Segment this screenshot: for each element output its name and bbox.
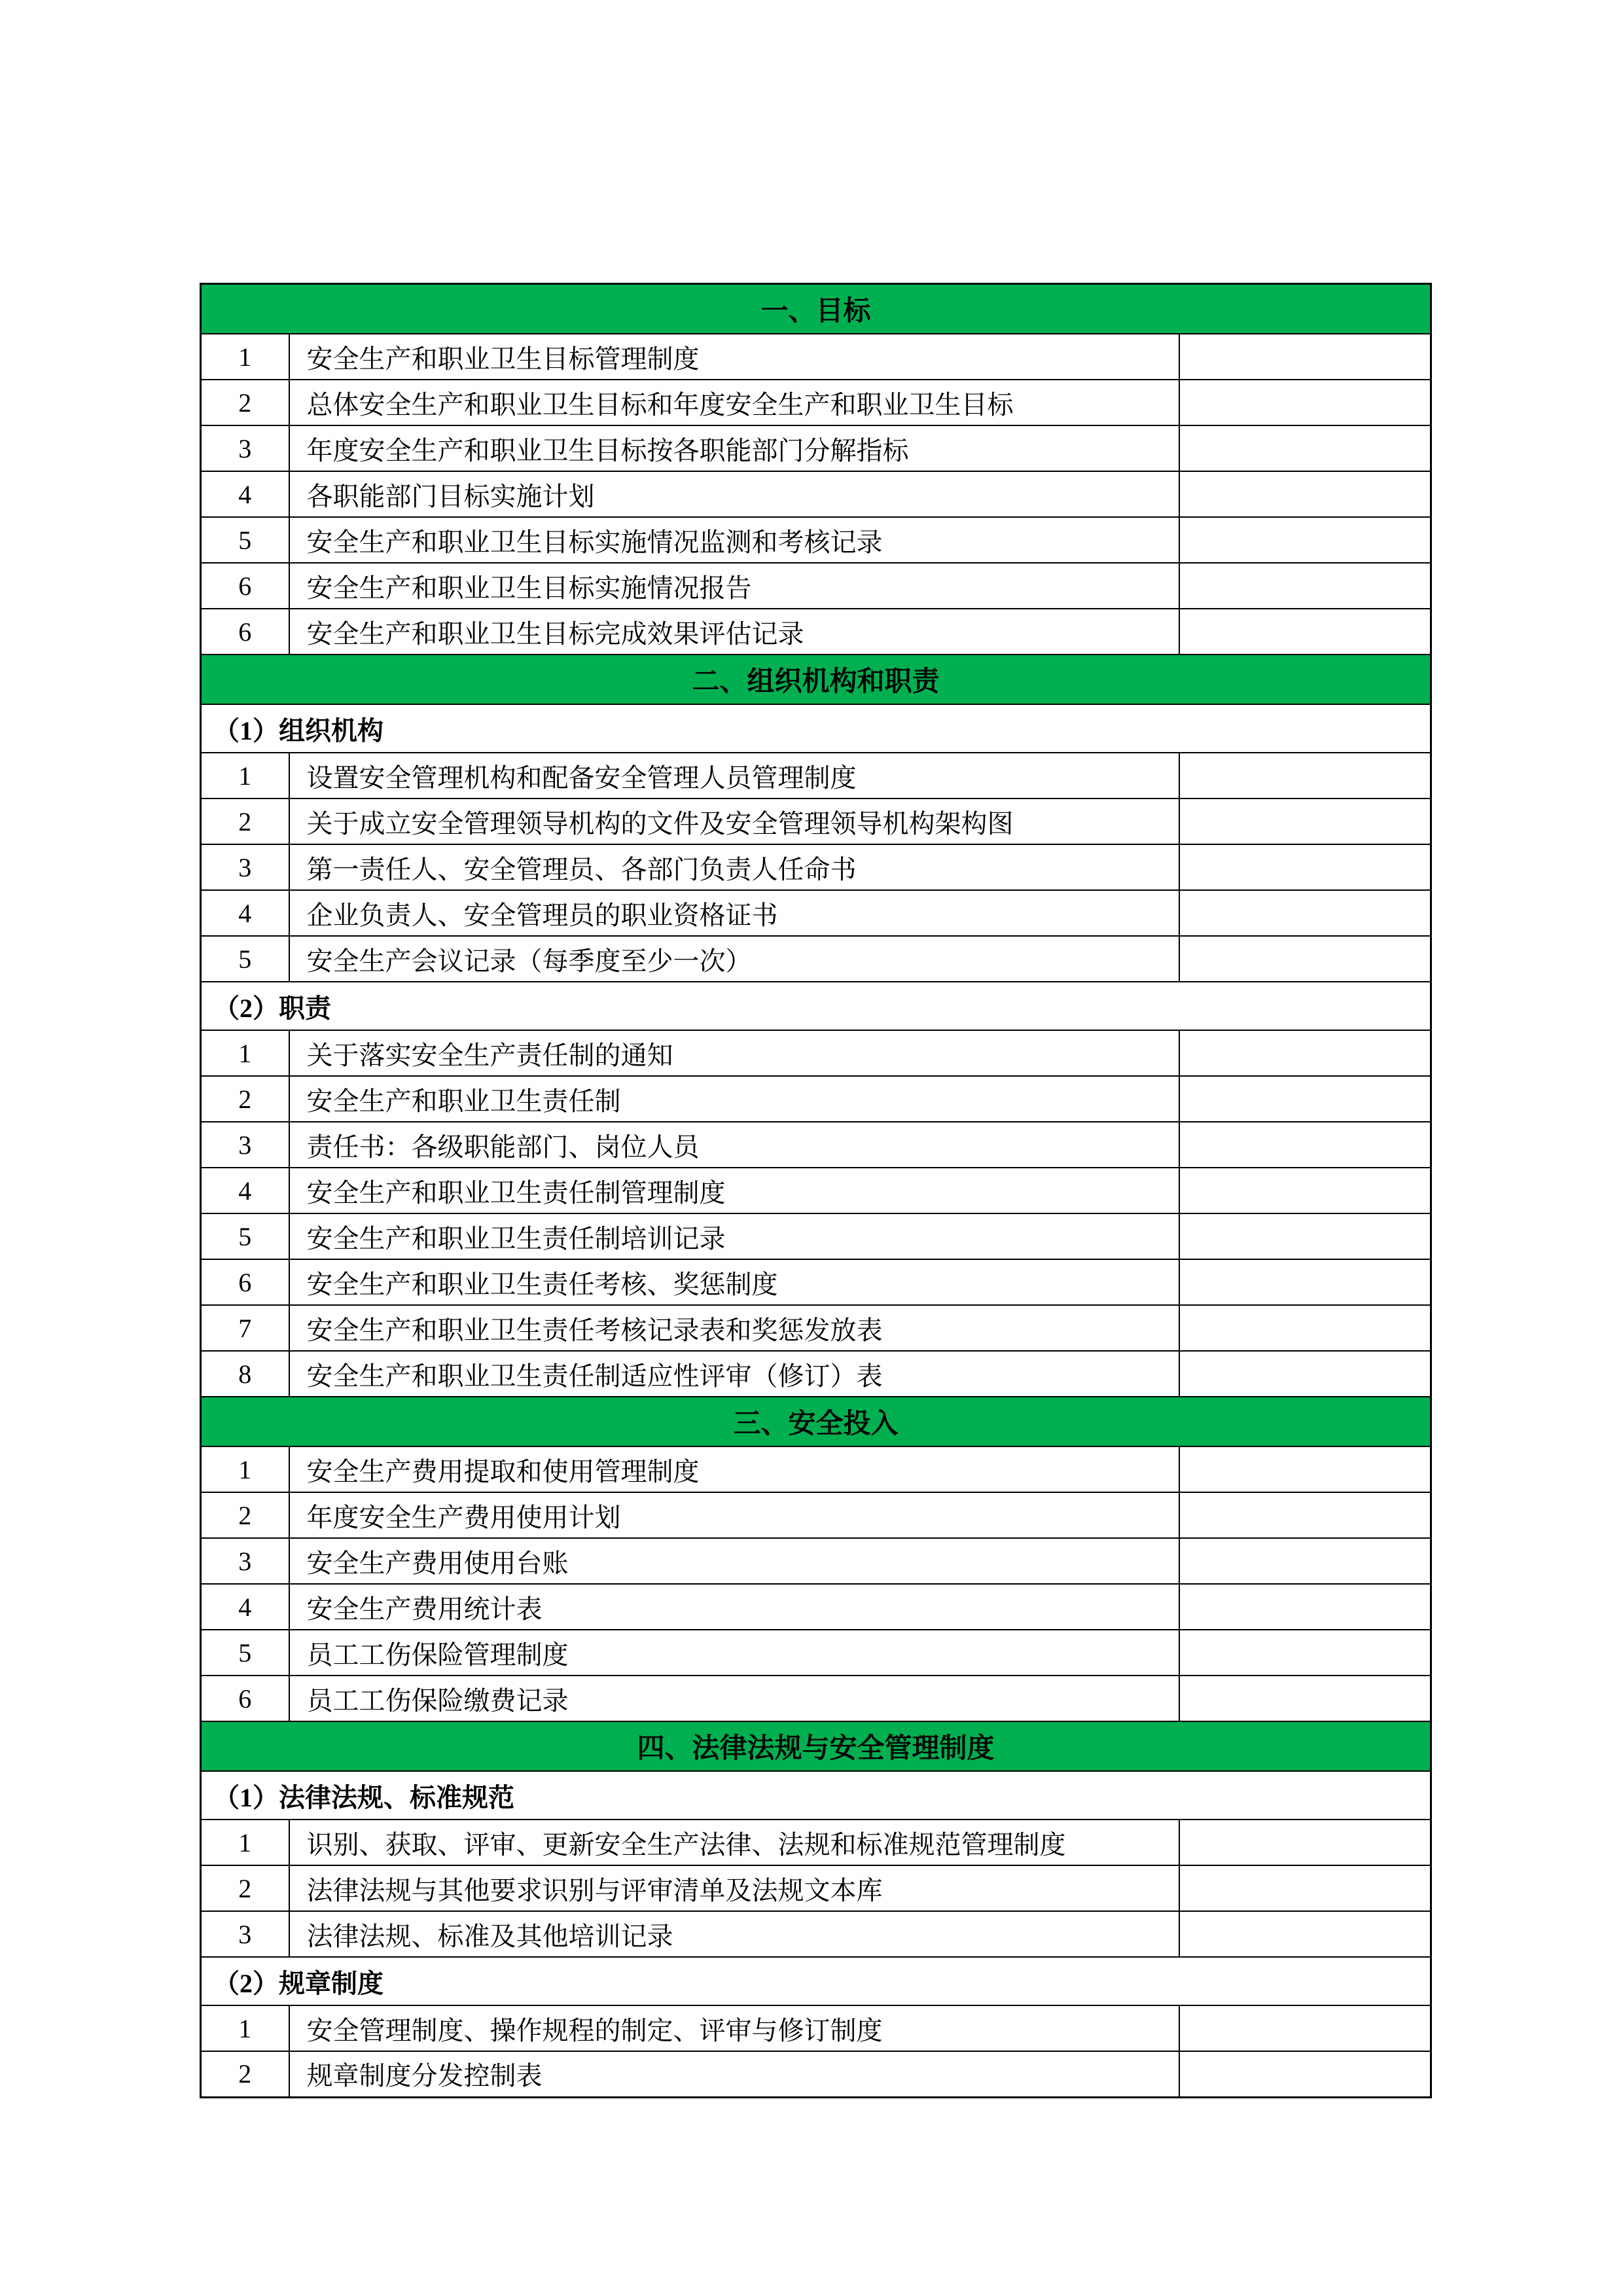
row-status-empty-cell	[1179, 334, 1431, 380]
table-row	[201, 1351, 1431, 1397]
row-item-text: 关于成立安全管理领导机构的文件及安全管理领导机构架构图	[289, 798, 1179, 844]
row-status-empty-cell	[1179, 798, 1431, 844]
row-item-text: 安全生产和职业卫生责任制适应性评审（修订）表	[289, 1351, 1179, 1397]
section-header: 三、安全投入	[201, 1397, 1431, 1446]
row-number: 6	[201, 563, 289, 609]
row-item-text: 安全生产和职业卫生目标实施情况报告	[289, 563, 1179, 609]
row-item-text: 总体安全生产和职业卫生目标和年度安全生产和职业卫生目标	[289, 380, 1179, 425]
row-number: 8	[201, 1351, 289, 1397]
row-number: 2	[201, 798, 289, 844]
row-status-empty-cell	[1179, 1676, 1431, 1721]
row-status-empty-cell	[1179, 1584, 1431, 1630]
row-number: 2	[201, 1492, 289, 1538]
section-header: 四、法律法规与安全管理制度	[201, 1721, 1431, 1771]
row-number: 1	[201, 1820, 289, 1865]
table-row	[201, 1820, 1431, 1865]
row-status-empty-cell	[1179, 1820, 1431, 1865]
row-number: 5	[201, 517, 289, 563]
row-status-empty-cell	[1179, 844, 1431, 890]
row-status-empty-cell	[1179, 1911, 1431, 1957]
row-number: 7	[201, 1305, 289, 1351]
row-number: 3	[201, 1911, 289, 1957]
row-number: 3	[201, 1538, 289, 1584]
row-item-text: 员工工伤保险缴费记录	[289, 1676, 1179, 1721]
table-row	[201, 1446, 1431, 1492]
row-number: 6	[201, 1676, 289, 1721]
table-row	[201, 334, 1431, 380]
row-item-text: 规章制度分发控制表	[289, 2051, 1179, 2097]
row-status-empty-cell	[1179, 471, 1431, 517]
row-number: 4	[201, 1168, 289, 1213]
table-row	[201, 1213, 1431, 1259]
row-status-empty-cell	[1179, 1865, 1431, 1911]
row-number: 1	[201, 1446, 289, 1492]
row-item-text: 安全生产和职业卫生目标完成效果评估记录	[289, 609, 1179, 655]
row-item-text: 安全生产会议记录（每季度至少一次）	[289, 936, 1179, 982]
table-row	[201, 1630, 1431, 1676]
row-status-empty-cell	[1179, 753, 1431, 798]
row-item-text: 员工工伤保险管理制度	[289, 1630, 1179, 1676]
row-item-text: 年度安全生产费用使用计划	[289, 1492, 1179, 1538]
row-number: 1	[201, 2005, 289, 2051]
row-status-empty-cell	[1179, 1351, 1431, 1397]
table-row	[201, 1584, 1431, 1630]
row-status-empty-cell	[1179, 890, 1431, 936]
row-number: 4	[201, 890, 289, 936]
table-row	[201, 471, 1431, 517]
row-item-text: 安全生产和职业卫生责任考核、奖惩制度	[289, 1259, 1179, 1305]
row-item-text: 安全生产费用使用台账	[289, 1538, 1179, 1584]
subsection-header: （1）法律法规、标准规范	[201, 1771, 1431, 1820]
checklist-body	[201, 284, 1431, 2098]
row-number: 2	[201, 2051, 289, 2097]
row-item-text: 安全生产和职业卫生目标实施情况监测和考核记录	[289, 517, 1179, 563]
table-row	[201, 1492, 1431, 1538]
row-status-empty-cell	[1179, 1030, 1431, 1076]
table-row	[201, 563, 1431, 609]
row-number: 4	[201, 471, 289, 517]
row-item-text: 安全生产和职业卫生责任制	[289, 1076, 1179, 1122]
table-row	[201, 2051, 1431, 2097]
row-status-empty-cell	[1179, 517, 1431, 563]
row-number: 1	[201, 753, 289, 798]
row-item-text: 安全管理制度、操作规程的制定、评审与修订制度	[289, 2005, 1179, 2051]
table-row	[201, 1030, 1431, 1076]
row-item-text: 安全生产费用统计表	[289, 1584, 1179, 1630]
row-number: 5	[201, 1213, 289, 1259]
row-item-text: 法律法规、标准及其他培训记录	[289, 1911, 1179, 1957]
row-status-empty-cell	[1179, 1259, 1431, 1305]
table-row	[201, 753, 1431, 798]
table-row	[201, 1122, 1431, 1168]
table-row	[201, 798, 1431, 844]
row-status-empty-cell	[1179, 2051, 1431, 2097]
row-number: 1	[201, 334, 289, 380]
table-row	[201, 1259, 1431, 1305]
safety-checklist-table	[200, 283, 1432, 2098]
row-number: 2	[201, 380, 289, 425]
table-row	[201, 936, 1431, 982]
row-status-empty-cell	[1179, 563, 1431, 609]
row-status-empty-cell	[1179, 380, 1431, 425]
table-row	[201, 890, 1431, 936]
row-status-empty-cell	[1179, 1446, 1431, 1492]
section-header: 二、组织机构和职责	[201, 655, 1431, 704]
row-item-text: 第一责任人、安全管理员、各部门负责人任命书	[289, 844, 1179, 890]
row-item-text: 安全生产费用提取和使用管理制度	[289, 1446, 1179, 1492]
row-number: 6	[201, 609, 289, 655]
table-row	[201, 380, 1431, 425]
row-number: 5	[201, 936, 289, 982]
table-row	[201, 1911, 1431, 1957]
row-item-text: 法律法规与其他要求识别与评审清单及法规文本库	[289, 1865, 1179, 1911]
subsection-header: （2）职责	[201, 982, 1431, 1030]
row-item-text: 各职能部门目标实施计划	[289, 471, 1179, 517]
row-status-empty-cell	[1179, 1122, 1431, 1168]
subsection-header: （2）规章制度	[201, 1957, 1431, 2005]
row-number: 2	[201, 1076, 289, 1122]
table-row	[201, 1076, 1431, 1122]
row-item-text: 关于落实安全生产责任制的通知	[289, 1030, 1179, 1076]
subsection-header: （1）组织机构	[201, 704, 1431, 753]
row-item-text: 安全生产和职业卫生目标管理制度	[289, 334, 1179, 380]
table-row	[201, 1538, 1431, 1584]
row-status-empty-cell	[1179, 425, 1431, 471]
row-status-empty-cell	[1179, 1168, 1431, 1213]
row-number: 3	[201, 1122, 289, 1168]
section-header: 一、目标	[201, 284, 1431, 334]
table-row	[201, 517, 1431, 563]
row-number: 3	[201, 844, 289, 890]
table-row	[201, 609, 1431, 655]
table-row	[201, 425, 1431, 471]
row-number: 3	[201, 425, 289, 471]
row-status-empty-cell	[1179, 1538, 1431, 1584]
row-item-text: 年度安全生产和职业卫生目标按各职能部门分解指标	[289, 425, 1179, 471]
table-row	[201, 2005, 1431, 2051]
table-row	[201, 844, 1431, 890]
row-item-text: 安全生产和职业卫生责任考核记录表和奖惩发放表	[289, 1305, 1179, 1351]
row-status-empty-cell	[1179, 609, 1431, 655]
row-status-empty-cell	[1179, 1213, 1431, 1259]
table-row	[201, 1305, 1431, 1351]
row-number: 6	[201, 1259, 289, 1305]
row-status-empty-cell	[1179, 1305, 1431, 1351]
row-status-empty-cell	[1179, 1630, 1431, 1676]
row-status-empty-cell	[1179, 2005, 1431, 2051]
table-row	[201, 1865, 1431, 1911]
row-number: 4	[201, 1584, 289, 1630]
row-status-empty-cell	[1179, 1076, 1431, 1122]
row-status-empty-cell	[1179, 936, 1431, 982]
table-row	[201, 1676, 1431, 1721]
row-item-text: 安全生产和职业卫生责任制培训记录	[289, 1213, 1179, 1259]
row-status-empty-cell	[1179, 1492, 1431, 1538]
row-number: 1	[201, 1030, 289, 1076]
table-row	[201, 1168, 1431, 1213]
row-item-text: 识别、获取、评审、更新安全生产法律、法规和标准规范管理制度	[289, 1820, 1179, 1865]
row-item-text: 安全生产和职业卫生责任制管理制度	[289, 1168, 1179, 1213]
row-number: 5	[201, 1630, 289, 1676]
row-item-text: 企业负责人、安全管理员的职业资格证书	[289, 890, 1179, 936]
row-number: 2	[201, 1865, 289, 1911]
row-item-text: 设置安全管理机构和配备安全管理人员管理制度	[289, 753, 1179, 798]
row-item-text: 责任书：各级职能部门、岗位人员	[289, 1122, 1179, 1168]
